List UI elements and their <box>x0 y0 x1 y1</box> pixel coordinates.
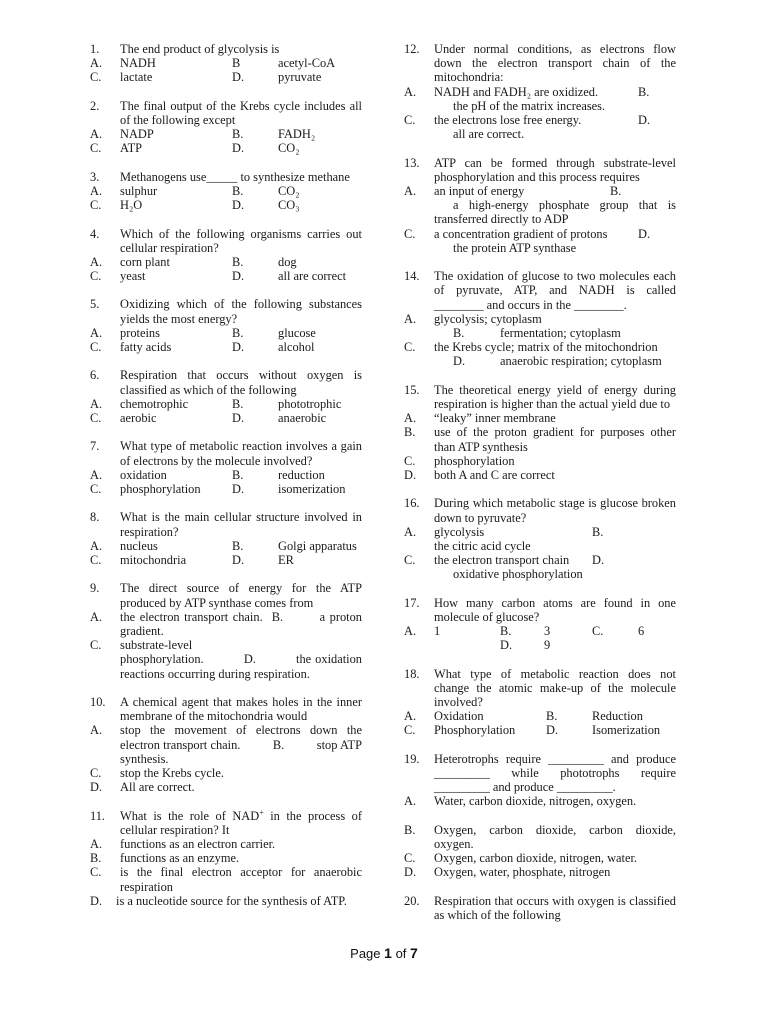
question-6: 6. Respiration that occurs without oxygen is classified as which of the following A. chemotrophic B. phototrophic C. aerobic D. anaerobic <box>90 368 362 426</box>
question-3: 3. Methanogens use_____ to synthesize methane A. sulphur B. CO₂ C. H₂O D. CO₃ <box>90 169 350 213</box>
question-12: 12. Under normal conditions, as electrons flow down the electron transport chain of the mitochondria: A. NADH and FADH₂ are oxidized. B. the pH of the matrix increases. C. the electrons lose free energy. D. all are correct. <box>404 42 676 142</box>
option-a: nucleus <box>120 538 158 553</box>
question-1: 1. The end product of glycolysis is A. NADH B acetyl-CoA C. lactate D. pyruvate <box>90 42 336 85</box>
option-b: stop ATP synthesis. <box>120 737 363 766</box>
option-b: the citric acid cycle <box>434 538 531 553</box>
option-c: aerobic <box>120 411 157 426</box>
question-stem: How many carbon atoms are found in one molecule of glucose? <box>434 595 676 624</box>
option-c: the Krebs cycle; matrix of the mitochondrion <box>434 340 658 355</box>
option-b: the pH of the matrix increases. <box>453 98 606 113</box>
question-4: 4. Which of the following organisms carries out cellular respiration? A. corn plant B. dog C. yeast D. all are correct <box>90 226 362 284</box>
question-9: 9. The direct source of energy for the ATP produced by ATP synthase comes from A. the electron transport chain. B. a proton gradient. C. substrate-level phosphorylation. D. the oxidation reactions occurring during respiration. <box>90 581 362 681</box>
question-stem: Which of the following organisms carries out cellular respiration? <box>120 226 362 255</box>
option-d: CO₂ <box>278 141 300 156</box>
question-2: 2. The final output of the Krebs cycle includes all of the following except A. NADP B. FADH₂ C. ATP D. CO₂ <box>90 98 362 156</box>
question-stem: What is the role of NAD+ in the process of cellular respiration? It <box>120 807 362 837</box>
option-c: the electrons lose free energy. <box>434 113 582 127</box>
option-c: fatty acids <box>120 340 172 355</box>
option-b: use of the proton gradient for purposes other than ATP synthesis <box>434 425 676 454</box>
question-10: 10. A chemical agent that makes holes in the inner membrane of the mitochondria would A. stop the movement of electrons down the electron transport chain. B. stop ATP synthesis. C. stop the Krebs cycle. D. All are correct. <box>90 694 363 795</box>
option-c: mitochondria <box>120 552 187 567</box>
option-c: lactate <box>120 70 153 85</box>
option-a: sulphur <box>120 183 158 198</box>
option-d: All are correct. <box>120 780 195 795</box>
option-d: is a nucleotide source for the synthesis of ATP. <box>116 893 347 908</box>
option-a: chemotrophic <box>120 396 189 411</box>
option-b: FADH₂ <box>278 127 316 142</box>
option-c: H₂O <box>120 198 143 213</box>
option-d: pyruvate <box>278 70 322 85</box>
question-7: 7. What type of metabolic reaction involves a gain of electrons by the molecule involved? A. oxidation B. reduction C. phosphorylation D. isomerization <box>90 439 362 496</box>
option-c: substrate-level phosphorylation. <box>120 638 204 667</box>
option-a: NADH <box>120 56 156 71</box>
option-d: 9 <box>544 638 551 653</box>
question-16: 16. During which metabolic stage is glucose broken down to pyruvate? A. glycolysis B. the citric acid cycle C. the electron transport chain D. oxidative phosphorylation <box>404 496 676 582</box>
option-c: Oxygen, carbon dioxide, nitrogen, water. <box>434 851 638 866</box>
option-a: glycolysis; cytoplasm <box>434 311 542 326</box>
question-stem: What type of metabolic reaction involves a gain of electrons by the molecule involved? <box>120 439 362 468</box>
option-a: an input of energy <box>434 183 525 198</box>
option-a: “leaky” inner membrane <box>434 411 556 426</box>
question-18: 18. What type of metabolic reaction does not change the atomic make-up of the molecule involved? A. Oxidation B. Reduction C. Phosphorylation D. Isomerization <box>404 666 676 738</box>
option-a: oxidation <box>120 467 167 482</box>
option-b: fermentation; cytoplasm <box>500 325 621 340</box>
option-a: functions as an electron carrier. <box>120 836 276 851</box>
option-c: a concentration gradient of protons <box>434 226 608 241</box>
option-c: phosphorylation <box>120 482 201 496</box>
option-d: Oxygen, water, phosphate, nitrogen <box>434 865 611 880</box>
option-b: reduction <box>278 467 325 482</box>
page-word: Page <box>350 946 381 961</box>
option-a: Water, carbon dioxide, nitrogen, oxygen. <box>434 794 637 809</box>
option-b: a proton gradient. <box>120 609 362 638</box>
question-5: 5. Oxidizing which of the following substances yields the most energy? A. proteins B. glucose C. fatty acids D. alcohol <box>90 297 362 355</box>
option-c: Phosphorylation <box>434 723 516 738</box>
question-11: 11. What is the role of NAD+ in the process of cellular respiration? It A. functions as an electron carrier. B. functions as an enzyme. C. is the final electron acceptor for anaerobic respiration D. is a nucleotide source for the synthesis of ATP. <box>90 807 362 908</box>
option-a: proteins <box>120 325 160 340</box>
option-b: Golgi apparatus <box>278 538 357 553</box>
option-b: phototrophic <box>278 396 342 411</box>
option-c: ATP <box>120 141 143 156</box>
option-a: NADH and FADH₂ are oxidized. <box>434 84 599 99</box>
question-stem: The end product of glycolysis is <box>120 42 280 56</box>
question-stem: Under normal conditions, as electrons flow down the electron transport chain of the mitochondria: <box>434 42 676 85</box>
option-d: anaerobic <box>278 411 327 426</box>
option-d: isomerization <box>278 482 346 496</box>
question-8: 8. What is the main cellular structure involved in respiration? A. nucleus B. Golgi apparatus C. mitochondria D. ER <box>90 510 362 567</box>
question-stem: During which metabolic stage is glucose broken down to pyruvate? <box>434 496 676 525</box>
option-c: 6 <box>638 624 645 639</box>
option-a: corn plant <box>120 254 170 269</box>
option-d: anaerobic respiration; cytoplasm <box>500 354 662 369</box>
option-b: 3 <box>544 624 551 639</box>
option-a: stop the movement of electrons down the electron transport chain. <box>120 723 362 752</box>
option-b: CO₂ <box>278 183 300 198</box>
question-13: 13. ATP can be formed through substrate-level phosphorylation and this process requires A. an input of energy B. a high-energy phosphate group that is transferred directly to ADP C. a concentration gradient of protons D. the protein ATP synthase <box>404 155 676 255</box>
question-stem: Methanogens use_____ to synthesize methane <box>120 169 350 184</box>
option-c: stop the Krebs cycle. <box>120 765 224 780</box>
page-footer <box>0 946 768 961</box>
question-stem: The oxidation of glucose to two molecules each of pyruvate, ATP, and NADH is called ________ and occurs in the ________. <box>434 269 676 312</box>
option-b: acetyl-CoA <box>278 56 336 71</box>
option-b: a high-energy phosphate group that is transferred directly to ADP <box>434 198 676 227</box>
option-d: all are correct. <box>453 127 525 142</box>
question-stem: Respiration that occurs with oxygen is classified as which of the following <box>434 893 676 923</box>
option-c: the electron transport chain <box>434 553 570 568</box>
option-b: dog <box>278 254 297 269</box>
question-stem: Oxidizing which of the following substances yields the most energy? <box>120 297 362 326</box>
option-a: Oxidation <box>434 709 484 724</box>
option-d: all are correct <box>278 269 347 284</box>
question-stem: What is the main cellular structure involved in respiration? <box>120 510 362 539</box>
option-b: functions as an enzyme. <box>120 851 240 866</box>
question-stem: The final output of the Krebs cycle includes all of the following except <box>120 98 362 127</box>
option-b: Oxygen, carbon dioxide, carbon dioxide, oxygen. <box>434 822 676 852</box>
option-c: is the final electron acceptor for anaerobic respiration <box>120 865 362 894</box>
question-stem: Heterotrophs require _________ and produce _________ while phototrophs require _________ and produce _________. <box>434 751 676 795</box>
right-column <box>404 42 676 936</box>
option-a: glycolysis <box>434 524 485 539</box>
question-19: 19. Heterotrophs require _________ and produce _________ while phototrophs require _________ and produce _________. A. Water, carbon dioxide, nitrogen, oxygen. B. Oxygen, carbon dioxide, carbon dioxide, oxygen. C. Oxygen, carbon dioxide, nitrogen, water. D. Oxygen, water, phosphate, nitrogen <box>404 751 676 880</box>
option-b: glucose <box>278 325 316 340</box>
option-d: oxidative phosphorylation <box>453 567 583 582</box>
option-a: 1 <box>434 624 441 639</box>
question-14: 14. The oxidation of glucose to two molecules each of pyruvate, ATP, and NADH is called ________ and occurs in the ________. A. glycolysis; cytoplasm B. fermentation; cytoplasm C. the Krebs cycle; matrix of the mitochondrion D. anaerobic respiration; cytoplasm <box>404 269 676 369</box>
option-d: alcohol <box>278 340 315 355</box>
question-stem: Respiration that occurs without oxygen is classified as which of the following <box>120 368 362 397</box>
page-total: 7 <box>410 945 418 961</box>
option-c: yeast <box>120 269 146 284</box>
question-17: 17. How many carbon atoms are found in one molecule of glucose? A. 1 B. 3 C. 6 D. 9 <box>404 595 676 653</box>
option-d: ER <box>278 552 294 567</box>
option-a: the electron transport chain. <box>120 609 263 624</box>
question-stem: What type of metabolic reaction does not change the atomic make-up of the molecule involved? <box>434 666 676 710</box>
question-20: 20. Respiration that occurs with oxygen is classified as which of the following <box>404 893 676 923</box>
option-d: Isomerization <box>592 723 661 738</box>
question-stem: The direct source of energy for the ATP produced by ATP synthase comes from <box>120 581 362 610</box>
page-number: 1 <box>384 945 392 961</box>
option-d: the protein ATP synthase <box>453 240 577 255</box>
option-a: NADP <box>120 127 154 142</box>
question-15: 15. The theoretical energy yield of energy during respiration is higher than the actual yield due to A. “leaky” inner membrane B. use of the proton gradient for purposes other than ATP synthesis C. phosphorylation D. both A and C are correct <box>404 382 676 482</box>
option-b: Reduction <box>592 709 643 724</box>
option-d: both A and C are correct <box>434 467 555 482</box>
left-column <box>90 42 362 922</box>
option-d: CO₃ <box>278 198 300 213</box>
question-stem: The theoretical energy yield of energy during respiration is higher than the actual yield due to <box>434 382 676 411</box>
option-d: the oxidation reactions occurring during respiration. <box>120 652 362 681</box>
question-stem: A chemical agent that makes holes in the inner membrane of the mitochondria would <box>120 694 362 724</box>
option-c: phosphorylation <box>434 453 515 468</box>
of-word: of <box>395 946 407 961</box>
question-stem: ATP can be formed through substrate-level phosphorylation and this process requires <box>434 155 676 184</box>
